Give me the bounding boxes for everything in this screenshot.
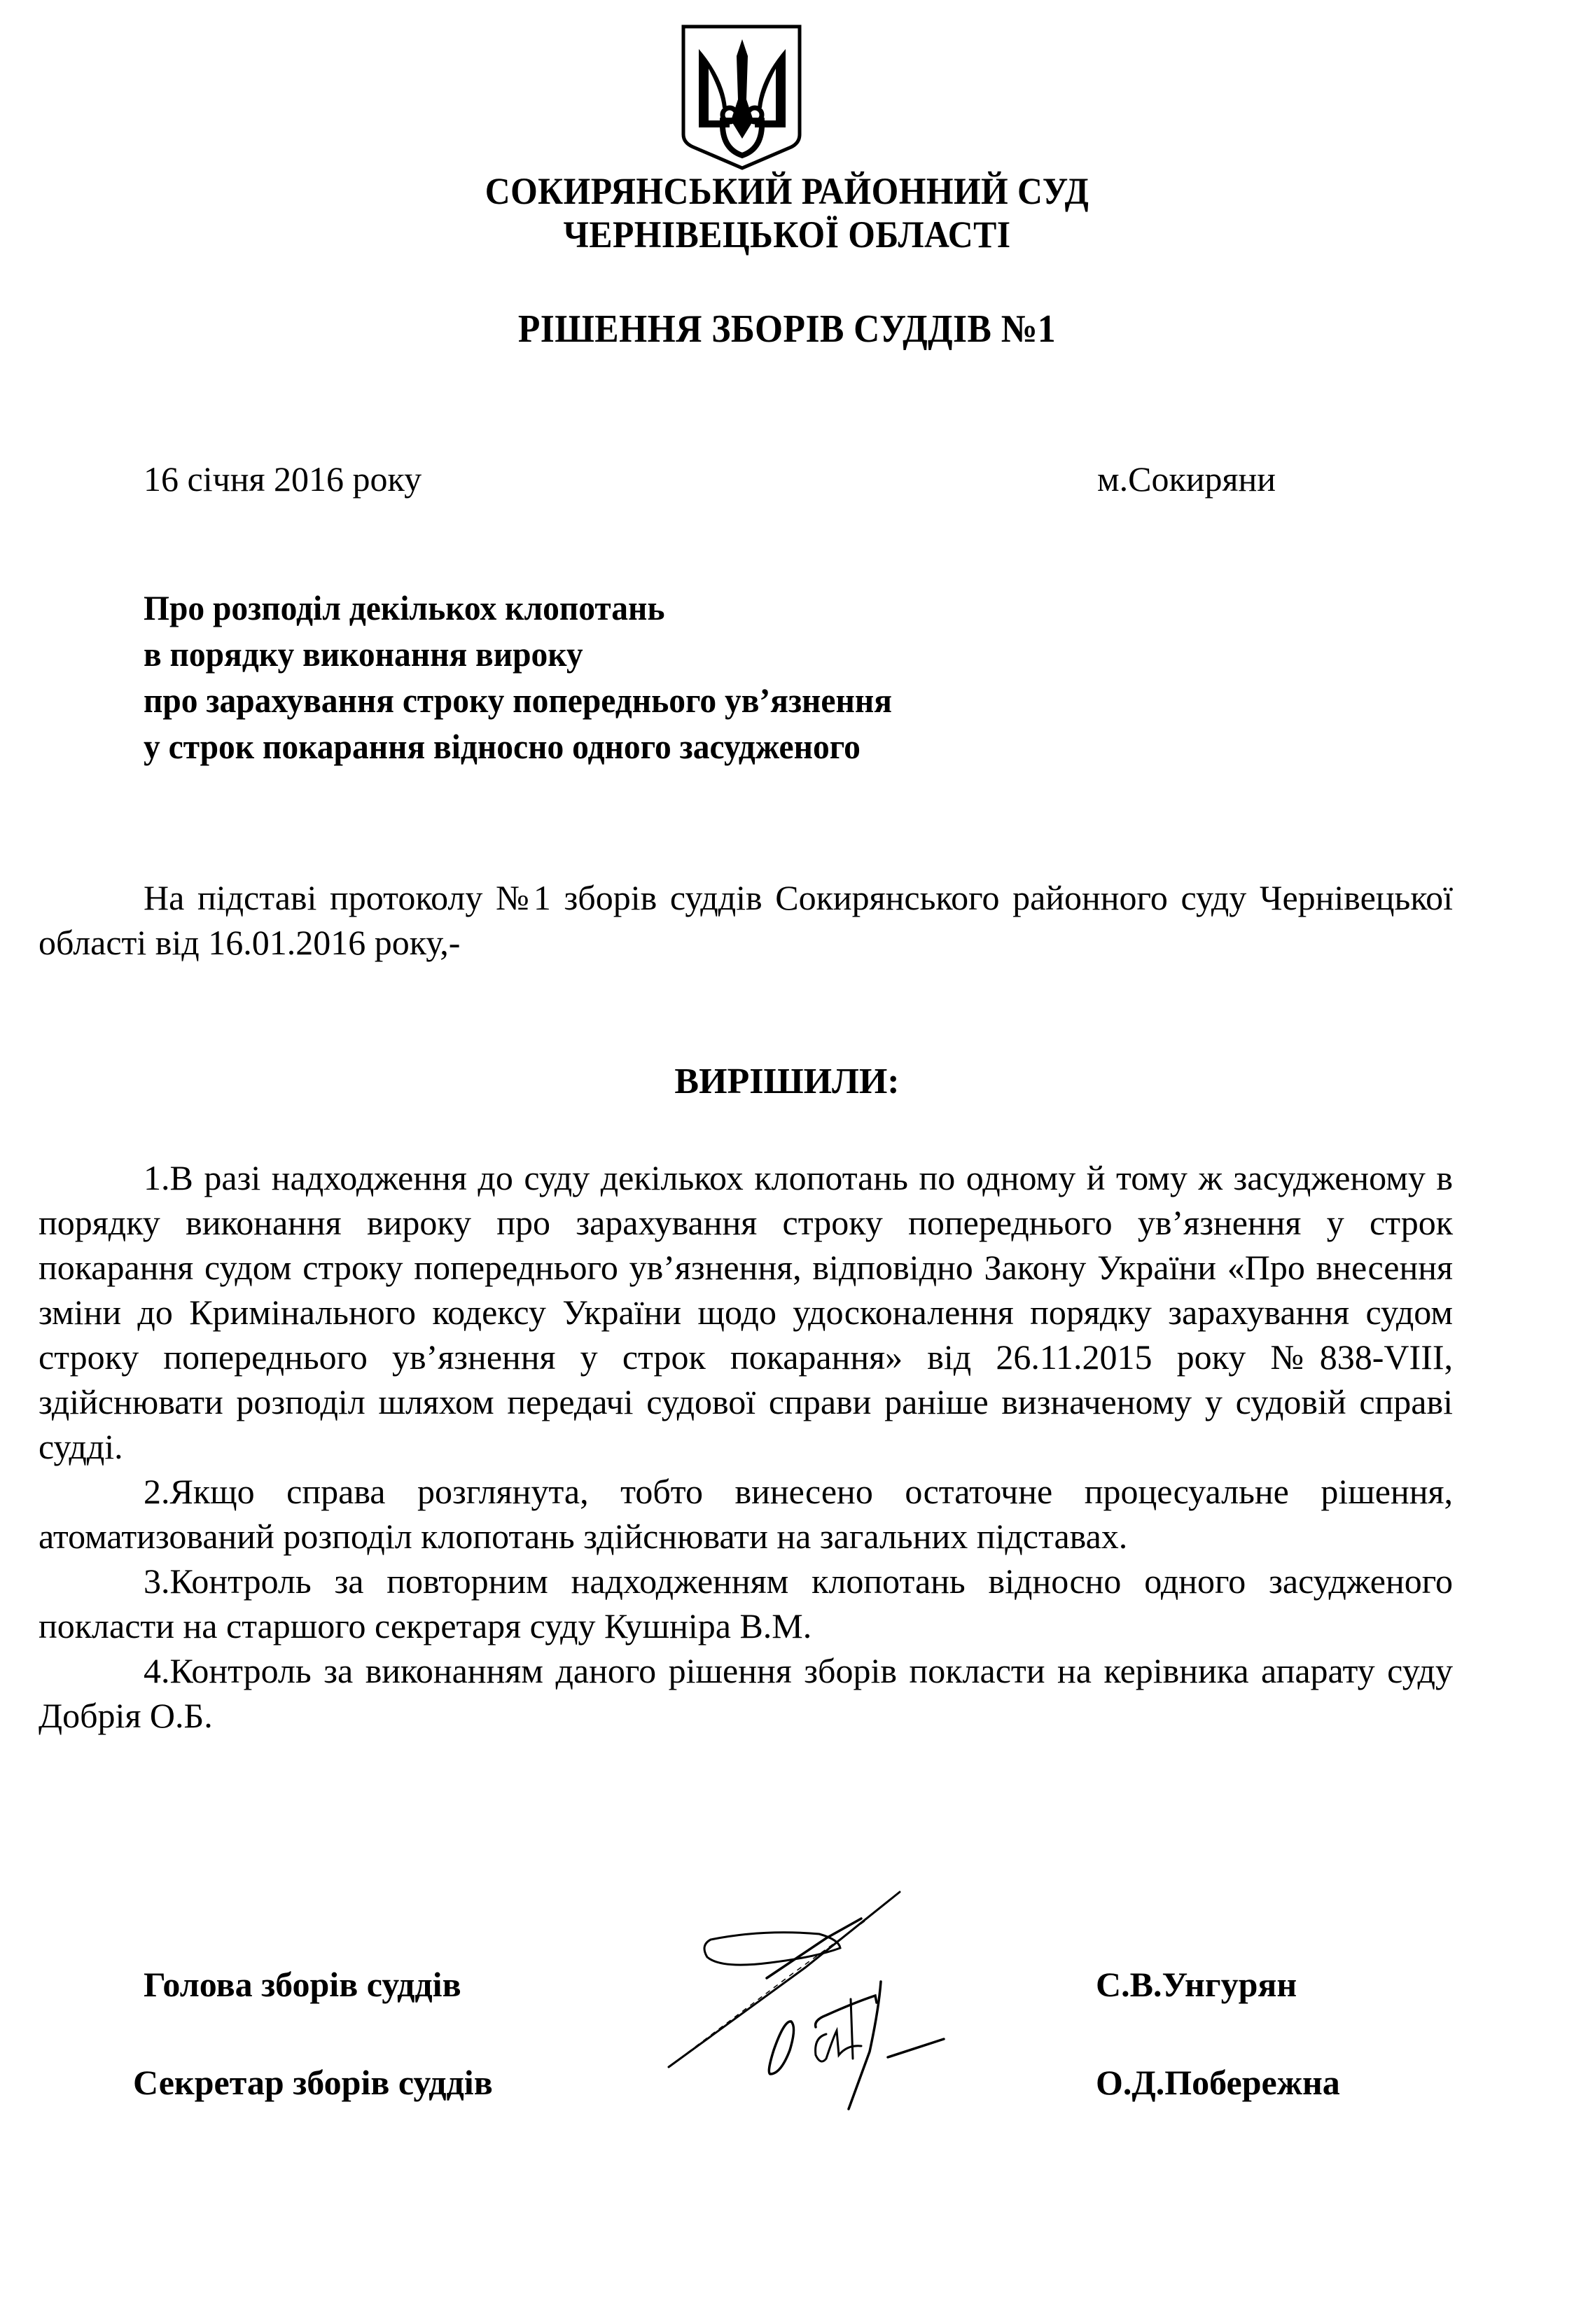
secretary-name: О.Д.Побережна [1096, 2063, 1340, 2102]
chair-name: С.В.Унгурян [1096, 1965, 1297, 2004]
intro-paragraph: На підставі протоколу №1 зборів суддів Сокирянського районного суду Чернівецької області від 16.01.2016 року,- [39, 878, 1453, 962]
chair-label: Голова зборів суддів [144, 1965, 461, 2004]
resolution-item-1: 1.В разі надходження до суду декількох клопотань по одному й тому ж засудженому в порядку виконання вироку про зарахування строку попереднього ув’язнення у строк покарання судом строку попереднього ув’язнення, відповідно Закону України «Про внесення зміни до Кримінального кодексу України щодо удосконалення порядку зарахування судом строку попереднього ув’язнення у строк покарання» від 26.11.2015 року №838-VIII, здійснювати розподіл шляхом передачі судової справи раніше визначеному у судовій справі судді. [39, 1158, 1453, 1466]
subject-line: у строк покарання відносно одного засудженого [144, 727, 861, 766]
decision-subject [144, 585, 892, 770]
decision-title: РІШЕННЯ ЗБОРІВ СУДДІВ №1 [517, 307, 1057, 351]
secretary-label: Секретар зборів суддів [133, 2063, 493, 2102]
resolved-heading: ВИРІШИЛИ: [674, 1062, 900, 1101]
decision-date: 16 січня 2016 року [144, 459, 422, 499]
subject-line: в порядку виконання вироку [144, 634, 583, 674]
resolution-item-3: 3.Контроль за повторним надходженням клопотань відносно одного засудженого покласти на старшого секретаря суду Кушніра В.М. [39, 1561, 1453, 1645]
decision-city: м.Сокиряни [1097, 459, 1276, 499]
subject-line: Про розподіл декількох клопотань [144, 588, 665, 627]
court-name-line-1: СОКИРЯНСЬКИЙ РАЙОННИЙ СУД [485, 170, 1089, 212]
resolution-item-2: 2.Якщо справа розглянута, тобто винесено остаточне процесуальне рішення, атоматизований розподіл клопотань здійснювати на загальних підставах. [39, 1472, 1453, 1556]
handwritten-signature-icon [630, 1891, 1022, 2171]
resolution-item-4: 4.Контроль за виконанням даного рішення зборів покласти на керівника апарату суду Добрія О.Б. [39, 1651, 1453, 1735]
coat-of-arms-trident-icon [681, 15, 804, 171]
subject-line: про зарахування строку попереднього ув’язнення [144, 681, 892, 720]
resolution-items [39, 1155, 1453, 1738]
court-name-line-2: ЧЕРНІВЕЦЬКОЇ ОБЛАСТІ [563, 214, 1011, 256]
